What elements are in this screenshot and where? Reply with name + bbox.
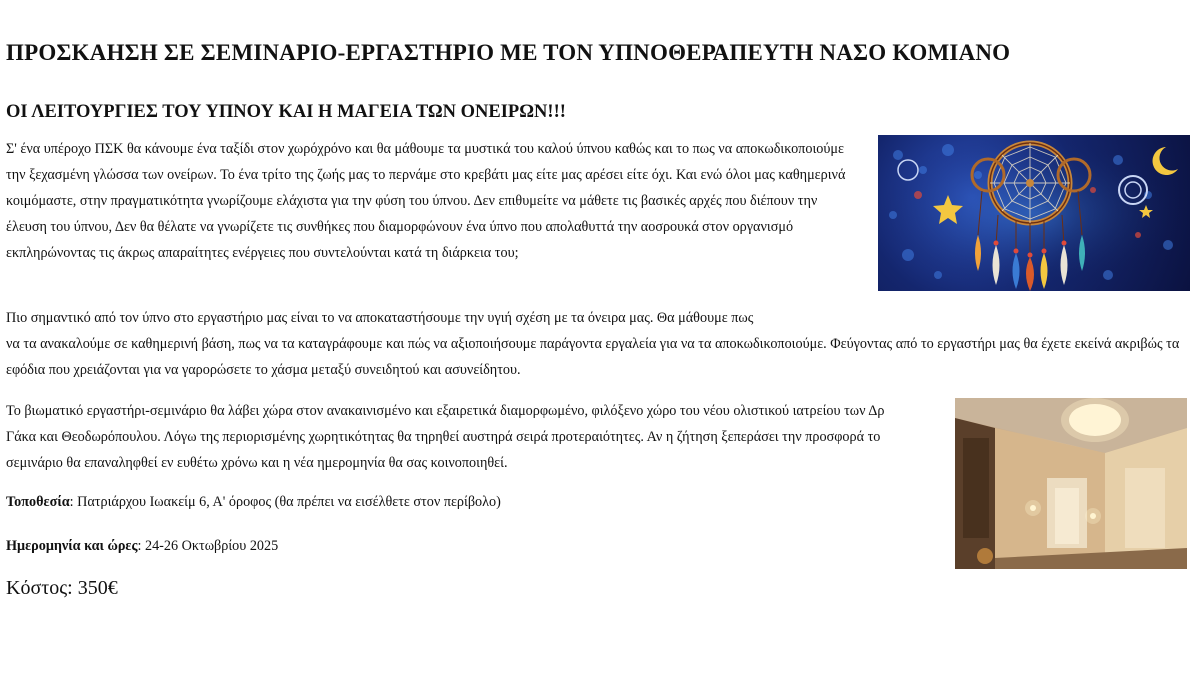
dates-label: Ημερομηνία και ώρες <box>6 538 138 554</box>
dreams-paragraph-line2: να τα ανακαλούμε σε καθημερινή βάση, πως να τα καταγράφουμε και πώς να αξιοποιήσουμε παράγοντα εργαλεία για να τα αποκωδικοποιούμε. Φεύγοντας από το εργαστήρι μας θα έχετε εκείνά ακριβώς τα εφόδια που χρειάζονται για να γαρορώσετε το χάσμα μεταξύ συνειδητού και ασυνείδητου. <box>6 336 1180 378</box>
page-title: ΠΡΟΣΚΑΗΣΗ ΣΕ ΣΕΜΙΝΑΡΙΟ-ΕΡΓΑΣΤΗΡΙΟ ΜΕ ΤΟΝ ΥΠΝΟΘΕΡΑΠΕΥΤΗ ΝΑΣΟ ΚΟΜΙΑΝΟ <box>6 40 1011 65</box>
location-value: : Πατριάρχου Ιωακείμ 6, Α' όροφος (θα πρέπει να εισέλθετε στον περίβολο) <box>69 494 501 510</box>
location-line <box>6 494 501 511</box>
dreamcatcher-illustration <box>878 135 1190 291</box>
location-label: Τοποθεσία <box>6 494 70 510</box>
cost-value: 350€ <box>72 577 118 599</box>
invitation-page <box>6 0 1194 675</box>
dreamcatcher-image <box>878 135 1190 291</box>
dates-value: : 24-26 Οκτωβρίου 2025 <box>137 538 279 554</box>
clinic-room-illustration <box>955 398 1187 569</box>
intro-paragraph: Σ' ένα υπέροχο ΠΣΚ θα κάνουμε ένα ταξίδι στον χωρόχρόνο και θα μάθουμε τα μυστικά του καλού ύπνου καθώς και το πως να αποκωδικοποιούμε την ξεχασμένη γλώσσα των ονείρων. Το ένα τρίτο της ζωής μας το περνάμε στο κρεβάτι μας είτε μας αρέσει είτε όχι. Και ενώ όλοι μας καθημερινά κοιμόμαστε, στην πραγματικότητα γνωρίζουμε ελάχιστα για την φύση του ύπνου. Δεν επιθυμείτε να μάθετε τις βασικές αρχές που διέπουν την έλευση του ύπνου, Δεν θα θέλατε να γνωρίζετε τις συνθήκες που διαμορφώνουν ένα ύπνο που απολαθυττά την αοσρουκά στον οργανισμό εκπληρώνοντας τις άκρως απαραίτητες ενέργειες που συντελούνται κατά τη διάρκεια του; <box>6 141 846 261</box>
cost-line <box>6 577 118 600</box>
page-subtitle: ΟΙ ΛΕΙΤΟΥΡΓΙΕΣ ΤΟΥ ΥΠΝΟΥ ΚΑΙ Η ΜΑΓΕΙΑ ΤΩΝ ΟΝΕΙΡΩΝ!!! <box>6 102 566 122</box>
clinic-room-image <box>955 398 1187 569</box>
dreams-paragraph <box>6 305 1186 383</box>
dreams-paragraph-line1: Πιο σημαντικό από τον ύπνο στο εργαστήριο μας είναι το να αποκαταστήσουμε την υγιή σχέση με τα όνειρα μας. Θα μάθουμε πως <box>6 310 754 326</box>
dates-line <box>6 538 278 555</box>
cost-label: Κόστος: <box>6 577 73 599</box>
venue-paragraph: Το βιωματικό εργαστήρι-σεμινάριο θα λάβει χώρα στον ανακαινισμένο και εξαιρετικά διαμορφωμένο, φιλόξενο χώρο του νέου ολιστικού ιατρείου των Δρ Γάκα και Θεοδωρόπουλου. Λόγω της περιορισμένης χωρητικότητας θα τηρηθεί αυστηρά σειρά προτεραιότητες. Αν η ζήτηση ξεπεράσει την προσφορά το σεμινάριο θα επαναληφθεί εν ευθέτω χρόνω και η νέα ημερομηνία θα σας κοινοποιηθεί. <box>6 403 885 471</box>
